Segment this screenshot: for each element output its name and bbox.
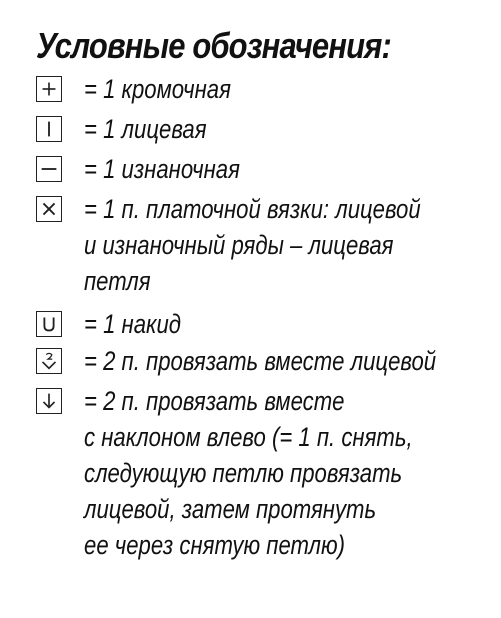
legend-item-text: = 1 накид xyxy=(84,309,182,339)
legend-item-text-cont: петля xyxy=(84,266,151,296)
horizontal-bar-icon xyxy=(36,156,62,182)
legend-item-text: = 2 п. провязать вместе лицевой xyxy=(84,346,437,376)
down-arrow-icon xyxy=(36,388,62,414)
u-icon xyxy=(36,311,62,337)
legend-item-text: = 1 лицевая xyxy=(84,114,207,144)
vertical-bar-icon xyxy=(36,116,62,142)
x-icon xyxy=(36,196,62,222)
legend-item-text: = 1 кромочная xyxy=(84,74,231,104)
legend-title: Условные обозначения: xyxy=(36,25,391,66)
legend-item-text-cont: с наклоном влево (= 1 п. снять, xyxy=(84,422,413,452)
legend-item-text: = 2 п. провязать вместе xyxy=(84,386,345,416)
legend-item-text: = 1 п. платочной вязки: лицевой xyxy=(84,194,421,224)
legend-item-text-cont: лицевой, затем протянуть xyxy=(84,494,377,524)
legend-item-text-cont: ее через снятую петлю) xyxy=(84,530,345,560)
two-down-arrow-icon xyxy=(36,348,62,374)
legend-item-text-cont: и изнаночный ряды – лицевая xyxy=(84,230,394,260)
plus-icon xyxy=(36,76,62,102)
legend-item-text: = 1 изнаночная xyxy=(84,154,240,184)
legend-item-text-cont: следующую петлю провязать xyxy=(84,458,403,488)
